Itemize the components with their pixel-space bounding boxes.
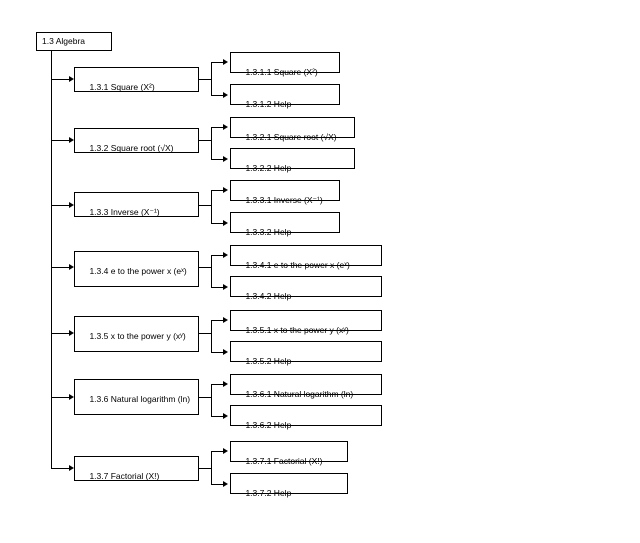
connector-1-3-2-spine [211,127,212,159]
node-label: 1.3.6 Natural logarithm (ln) [89,394,191,404]
node-1-3-algebra[interactable]: 1.3 Algebra [36,32,112,51]
connector-1-3-5-spine [211,320,212,352]
node-label: 1.3.6.1 Natural logarithm (ln) [245,389,354,399]
node-label: 1.3.4.1 e to the power x (eˣ) [245,260,350,270]
node-1-3-4-1-e-to-the-power-x[interactable] [230,245,382,270]
node-1-3-6-2-help[interactable] [230,405,382,430]
node-label: 1.3.2 Square root (√X) [89,143,174,153]
node-1-3-2-1-square-root[interactable] [230,117,355,142]
node-1-3-7-1-factorial[interactable] [230,441,348,466]
node-label: 1.3.5.2 Help [245,356,292,366]
connector-1-3-3-out [199,205,211,206]
arrowhead-1-3-4-1 [223,252,228,258]
node-label: 1.3.4.2 Help [245,291,292,301]
node-label: 1.3.7 Factorial (X!) [89,471,160,481]
arrowhead-1-3-1-2 [223,92,228,98]
node-label: 1.3.5.1 x to the power y (xʸ) [245,325,349,335]
arrowhead-1-3-7-2 [223,481,228,487]
node-1-3-5-x-to-the-power-y[interactable] [74,316,199,352]
node-label: 1.3.5 x to the power y (xʸ) [89,331,186,341]
connector-root-to-1-3-7 [51,468,71,469]
node-1-3-3-2-help[interactable] [230,212,340,237]
connector-1-3-5-out [199,333,211,334]
connector-1-3-1-spine [211,62,212,95]
arrowhead-1-3-4-2 [223,284,228,290]
arrowhead-1-3-3-2 [223,220,228,226]
node-1-3-6-natural-logarithm[interactable] [74,379,199,415]
node-1-3-7-factorial[interactable] [74,456,199,481]
arrowhead-1-3-3-1 [223,187,228,193]
node-1-3-6-1-natural-logarithm[interactable] [230,374,382,399]
connector-root-to-1-3-3 [51,205,71,206]
arrowhead-1-3-6-2 [223,413,228,419]
node-1-3-4-e-to-the-power-x[interactable] [74,251,199,287]
connector-1-3-7-spine [211,451,212,484]
node-label: 1.3.1.1 Square (X²) [245,67,318,77]
arrowhead-1-3-6-1 [223,381,228,387]
node-label: 1.3.4 e to the power x (eˣ) [89,266,187,276]
node-1-3-1-square[interactable] [74,67,199,92]
node-1-3-5-2-help[interactable] [230,341,382,366]
node-label: 1.3.6.2 Help [245,420,292,430]
node-1-3-3-1-inverse[interactable] [230,180,340,205]
connector-1-3-1-out [199,79,211,80]
connector-root-spine [51,51,52,469]
arrowhead-1-3-5-2 [223,349,228,355]
arrowhead-1-3-7-1 [223,448,228,454]
node-1-3-3-inverse[interactable] [74,192,199,217]
connector-root-to-1-3-5 [51,333,71,334]
connector-root-to-1-3-4 [51,267,71,268]
arrowhead-1-3-2-2 [223,156,228,162]
arrowhead-1-3-1-1 [223,59,228,65]
connector-1-3-3-spine [211,190,212,223]
node-label: 1.3.3 Inverse (X⁻¹) [89,207,160,217]
node-1-3-1-1-square[interactable] [230,52,340,77]
node-label: 1.3.1.2 Help [245,99,292,109]
node-label: 1.3.2.2 Help [245,163,292,173]
node-1-3-2-2-help[interactable] [230,148,355,173]
connector-1-3-7-out [199,468,211,469]
connector-root-to-1-3-6 [51,397,71,398]
arrowhead-1-3-2-1 [223,124,228,130]
node-label: 1.3.2.1 Square root (√X) [245,132,337,142]
node-label: 1.3.1 Square (X²) [89,82,155,92]
connector-1-3-4-spine [211,255,212,287]
node-1-3-7-2-help[interactable] [230,473,348,498]
node-1-3-5-1-x-to-the-power-y[interactable] [230,310,382,335]
node-label: 1.3.3.2 Help [245,227,292,237]
connector-root-to-1-3-2 [51,140,71,141]
connector-1-3-4-out [199,267,211,268]
node-1-3-2-square-root[interactable] [74,128,199,153]
node-label: 1.3.3.1 Inverse (X⁻¹) [245,195,323,205]
connector-1-3-6-out [199,397,211,398]
connector-1-3-2-out [199,140,211,141]
node-1-3-1-2-help[interactable] [230,84,340,109]
connector-1-3-6-spine [211,384,212,416]
node-label: 1.3.7.1 Factorial (X!) [245,456,323,466]
node-label: 1.3.7.2 Help [245,488,292,498]
node-1-3-4-2-help[interactable] [230,276,382,301]
arrowhead-1-3-5-1 [223,317,228,323]
connector-root-to-1-3-1 [51,79,71,80]
